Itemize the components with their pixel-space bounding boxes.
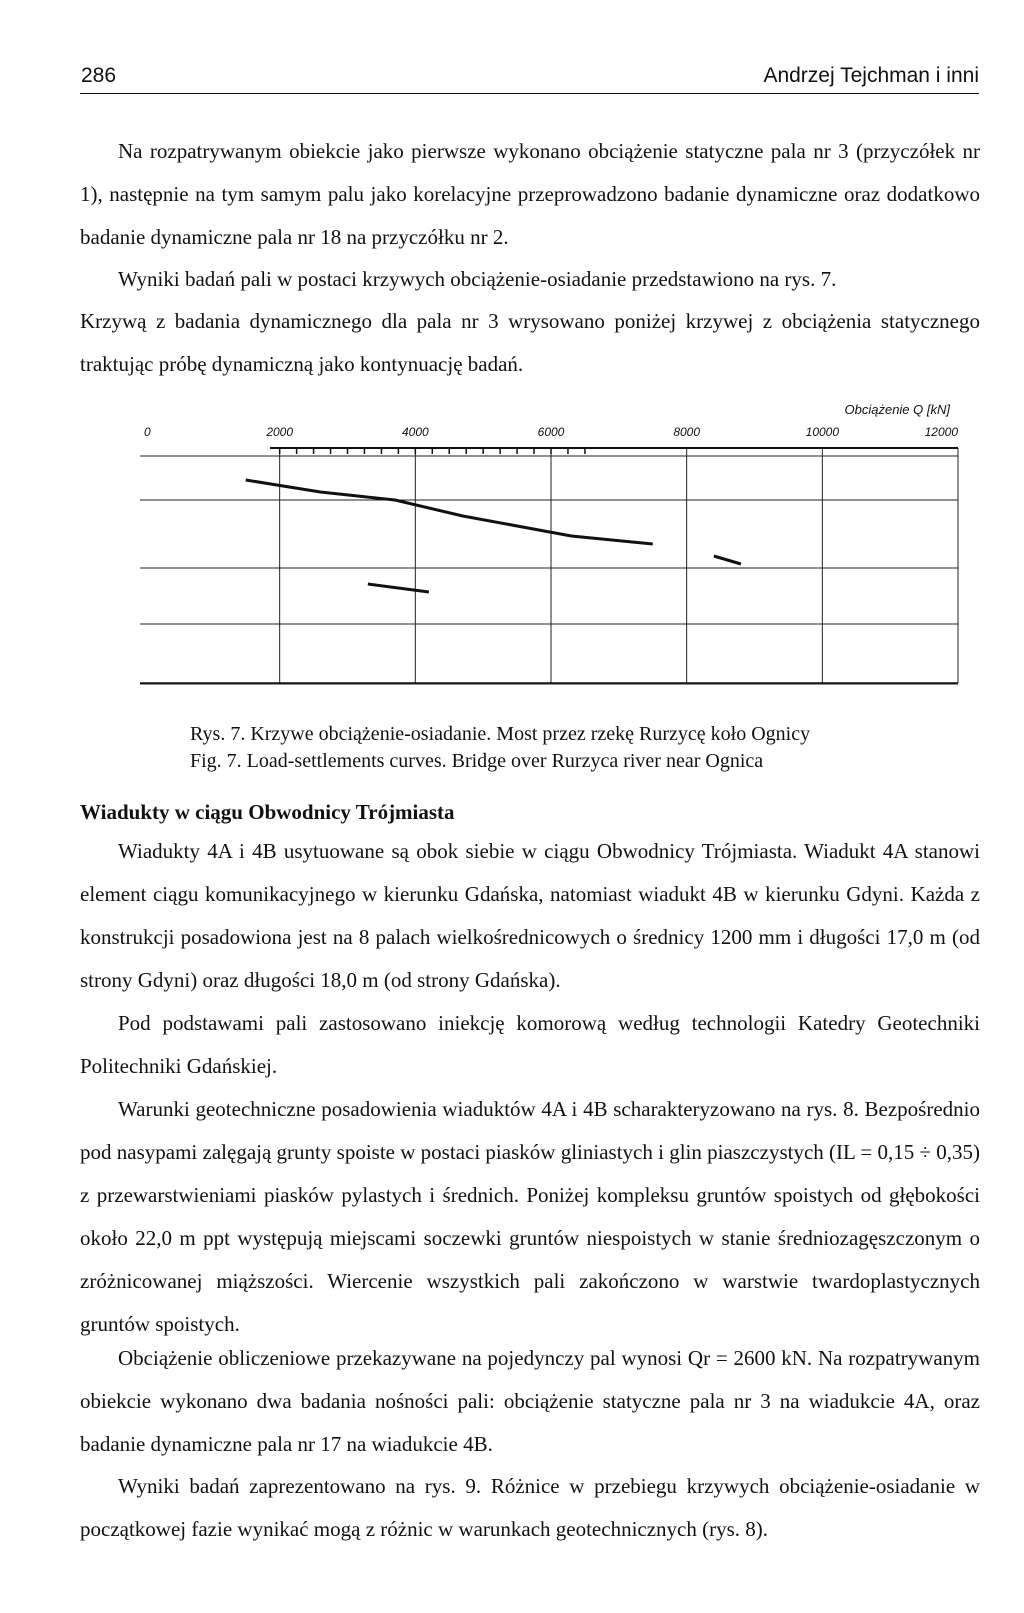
paragraph-1 [80,130,980,259]
page-number: 286 [81,64,117,87]
x-tick-label: 4000 [401,425,429,439]
series-line [246,480,653,544]
x-tick-label: 0 [144,425,151,439]
paragraph-7 [80,1337,980,1466]
x-tick-label: 12000 [924,425,958,439]
chart-svg [140,403,980,703]
figure-caption-en: Fig. 7. Load-settlements curves. Bridge over Rurzyca river near Ognica [190,750,764,772]
paragraph-8 [80,1465,980,1551]
paragraph-3 [80,300,980,386]
paragraph-6-text: Warunki geotechniczne posadowienia wiaduktów 4A i 4B scharakteryzowano na rys. 8. Bezpośrednio pod nasypami zalęgają grunty spoiste w postaci piasków gliniastych i glin piaszczystych (IL = 0,15 ÷ 0,35) z przewarstwieniami piasków pylastych i średnich. Poniżej kompleksu gruntów spoistych od głębokości około 22,0 m ppt występują miejscami soczewki gruntów niespoistych w stanie średniozagęszczonym o zróżnicowanej miąższości. Wiercenie wszystkich pali zakończono w warstwie twardoplastycznych gruntów spoistych. [80,1097,980,1336]
x-axis-title: Obciążenie Q [kN] [844,403,950,417]
paragraph-4-text: Wiadukty 4A i 4B usytuowane są obok siebie w ciągu Obwodnicy Trójmiasta. Wiadukt 4A stanowi element ciągu komunikacyjnego w kierunku Gdańska, natomiast wiadukt 4B w kierunku Gdyni. Każda z konstrukcji posadowiona jest na 8 palach wielkośrednicowych o średnicy 1200 mm i długości 17,0 m (od strony Gdyni) oraz długości 18,0 m (od strony Gdańska). [80,839,980,992]
paragraph-4 [80,830,980,1002]
x-tick-label: 6000 [537,425,565,439]
paragraph-6 [80,1088,980,1346]
series-line [714,556,741,564]
header-rule [80,93,979,94]
paragraph-8-text: Wyniki badań zaprezentowano na rys. 9. Różnice w przebiegu krzywych obciążenie-osiadanie w początkowej fazie wynikać mogą z różnic w warunkach geotechnicznych (rys. 8). [80,1474,980,1541]
x-tick-label: 10000 [805,425,840,439]
series-line [368,584,429,592]
paragraph-5 [80,1002,980,1088]
paragraph-3-text: Krzywą z badania dynamicznego dla pala nr 3 wrysowano poniżej krzywej z obciążenia statycznego traktując próbę dynamiczną jako kontynuację badań. [80,309,980,376]
paragraph-5-text: Pod podstawami pali zastosowano iniekcję komorową według technologii Katedry Geotechniki Politechniki Gdańskiej. [80,1011,980,1078]
load-settlement-chart [140,403,980,703]
figure-caption-pl: Rys. 7. Krzywe obciążenie-osiadanie. Most przez rzekę Rurzycę koło Ognicy [190,723,811,745]
section-heading: Wiadukty w ciągu Obwodnicy Trójmiasta [80,800,455,824]
paragraph-2-text: Wyniki badań pali w postaci krzywych obciążenie-osiadanie przedstawiono na rys. 7. [118,267,837,291]
x-tick-label: 8000 [673,425,701,439]
paragraph-1-text: Na rozpatrywanym obiekcie jako pierwsze wykonano obciążenie statyczne pala nr 3 (przyczółek nr 1), następnie na tym samym palu jako korelacyjne przeprowadzono badanie dynamiczne oraz dodatkowo badanie dynamiczne pala nr 18 na przyczółku nr 2. [80,139,980,249]
x-tick-label: 2000 [266,425,294,439]
paragraph-2 [80,258,980,301]
paragraph-7-text: Obciążenie obliczeniowe przekazywane na pojedynczy pal wynosi Qr = 2600 kN. Na rozpatrywanym obiekcie wykonano dwa badania nośności pali: obciążenie statyczne pala nr 3 na wiadukcie 4A, oraz badanie dynamiczne pala nr 17 na wiadukcie 4B. [80,1346,980,1456]
running-head: Andrzej Tejchman i inni [763,64,979,87]
